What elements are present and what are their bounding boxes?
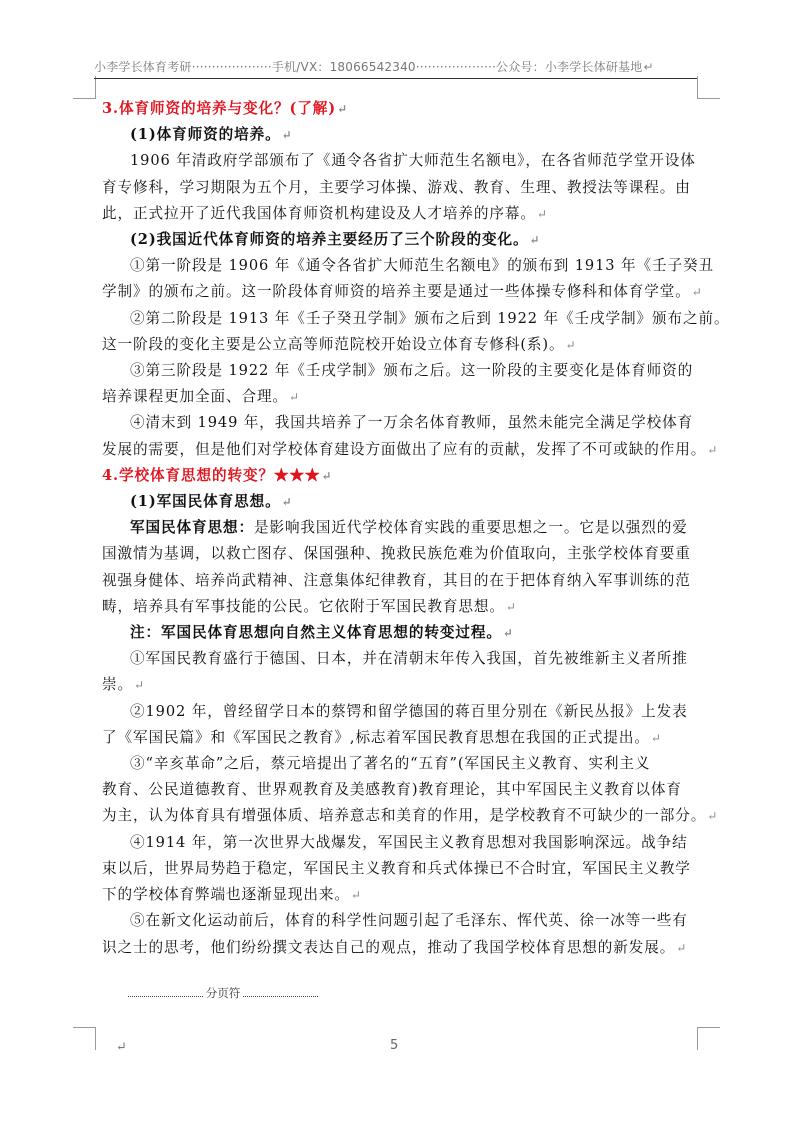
- crop-mark-bottom-right: [697, 1027, 720, 1050]
- text-line: ④清末到 1949 年，我国共培养了一万余名体育教师，虽然未能完全满足学校体育: [130, 414, 694, 432]
- text-line: 学制》的颁布之前。这一阶段体育师资的培养主要是通过一些体操专修科和体育学堂。↵: [102, 283, 703, 301]
- paragraph-mark-icon: ↵: [529, 233, 541, 248]
- text-line: 此，正式拉开了近代我国体育师资机构建设及人才培养的序幕。↵: [102, 204, 548, 222]
- text-line: 育专修科，学习期限为五个月，主要学习体操、游戏、教育、生理、教授法等课程。由: [102, 178, 691, 196]
- text-line: ①军国民教育盛行于德国、日本，并在清朝末年传入我国，首先被维新主义者所推: [130, 650, 688, 668]
- paragraph-mark-icon: ↵: [650, 730, 662, 745]
- paragraph-mark-icon: ↵: [565, 337, 577, 352]
- text-line: 1906 年清政府学部颁布了《通令各省扩大师范生名额电》，在各省师范学堂开设体: [130, 152, 696, 170]
- text-line: 为主，认为体育具有增强体质、培养意志和美育的作用，是学校教育不可缺少的一部分。↵: [102, 807, 719, 825]
- crop-mark-bottom-left: [73, 1027, 96, 1050]
- subheading: (2)我国近代体育师资的培养主要经历了三个阶段的变化。↵: [130, 231, 541, 249]
- paragraph-mark-icon: ↵: [643, 60, 654, 74]
- section-heading-4: 4.学校体育思想的转变？★★★↵: [102, 466, 333, 484]
- paragraph-mark-icon: ↵: [707, 809, 719, 824]
- paragraph-mark-icon: ↵: [505, 599, 517, 614]
- crop-mark-top-left: [73, 76, 96, 99]
- text-line: 视强身健体、培养尚武精神、注意集体纪律教育，其目的在于把体育纳入军事训练的范: [102, 571, 691, 589]
- text-line: ②1902 年，曾经留学日本的蔡锷和留学德国的蒋百里分别在《新民丛报》上发表: [130, 702, 688, 720]
- text-line: 束以后，世界局势趋于稳定，军国民主义教育和兵式体操已不合时宜，军国民主义教学: [102, 859, 691, 877]
- paragraph-mark-icon: ↵: [502, 626, 514, 641]
- paragraph-mark-icon: ↵: [691, 285, 703, 300]
- paragraph-mark-icon: ↵: [337, 102, 349, 116]
- text-line: ③“辛亥革命”之后，蔡元培提出了著名的“五育”(军国民主义教育、实利主义: [130, 755, 651, 773]
- paragraph-mark-icon: ↵: [281, 495, 293, 510]
- paragraph-mark-icon: ↵: [350, 888, 362, 903]
- definition-term: 军国民体育思想：: [130, 519, 254, 537]
- page-break-dots-left: [128, 996, 203, 997]
- text-line: 这一阶段的变化主要是公立高等师范院校开始设立体育专修科(系)。↵: [102, 335, 577, 353]
- text-line: ④1914 年，第一次世界大战爆发，军国民主义教育思想对我国影响深远。战争结: [130, 833, 688, 851]
- paragraph-mark-icon: ↵: [281, 128, 293, 143]
- paragraph-mark-icon: ↵: [116, 1040, 127, 1055]
- text-line: ③第三阶段是 1922 年《壬戌学制》颁布之后。这一阶段的主要变化是体育师资的: [130, 362, 694, 380]
- text-line: 教育、公民道德教育、世界观教育及美感教育)教育理论，其中军国民主义教育以体育: [102, 781, 682, 799]
- text-line: 畴，培养具有军事技能的公民。它依附于军国民教育思想。↵: [102, 597, 517, 615]
- text-line: 识之士的思考，他们纷纷撰文表达自己的观点，推动了我国学校体育思想的新发展。↵: [102, 938, 688, 956]
- text-line: 发展的需要，但是他们对学校体育建设方面做出了应有的贡献，发挥了不可或缺的作用。↵: [102, 440, 719, 458]
- header-text: 小李学长体育考研····················手机/VX：18066542340····················公众号：小李学长体研基地: [94, 60, 643, 74]
- note-heading: 注：军国民体育思想向自然主义体育思想的转变过程。↵: [130, 624, 514, 642]
- paragraph-mark-icon: ↵: [536, 206, 548, 221]
- text-line: ①第一阶段是 1906 年《通令各省扩大师范生名额电》的颁布到 1913 年《壬子癸丑: [130, 257, 714, 275]
- text-line: ②第二阶段是 1913 年《壬子癸丑学制》颁布之后到 1922 年《壬戌学制》颁布之前。: [130, 309, 730, 327]
- text-line: ⑤在新文化运动前后，体育的科学性问题引起了毛泽东、恽代英、徐一冰等一些有: [130, 912, 688, 930]
- page-header: [94, 58, 697, 79]
- paragraph-mark-icon: ↵: [134, 678, 145, 693]
- paragraph-mark-icon: ↵: [321, 468, 333, 483]
- text-line: 下的学校体育弊端也逐渐显现出来。↵: [102, 886, 362, 904]
- document-body: [102, 96, 730, 961]
- subheading: (1)体育师资的培养。↵: [130, 126, 293, 144]
- crop-mark-top-right: [697, 76, 720, 99]
- paragraph-mark-icon: ↵: [707, 442, 719, 457]
- definition-line: 军国民体育思想：是影响我国近代学校体育实践的重要思想之一。它是以强烈的爱: [130, 519, 688, 537]
- text-line: 崇。↵: [102, 676, 145, 694]
- page-break-label: 分页符: [205, 986, 241, 1000]
- text-line: 国激情为基调，以救亡图存、保国强种、挽救民族危难为价值取向，主张学校体育要重: [102, 545, 691, 563]
- paragraph-mark-icon: ↵: [676, 940, 688, 955]
- page-break-marker: [128, 985, 318, 1001]
- subheading: (1)军国民体育思想。↵: [130, 493, 293, 511]
- text-line: 了《军国民篇》和《军国民之教育》,标志着军国民教育思想在我国的正式提出。↵: [102, 728, 662, 746]
- text-line: 培养课程更加全面、合理。↵: [102, 388, 300, 406]
- page-number: 5: [390, 1038, 399, 1053]
- section-heading-3: 3.体育师资的培养与变化？(了解)↵: [102, 100, 349, 117]
- page-break-dots-right: [243, 996, 318, 997]
- paragraph-mark-icon: ↵: [288, 390, 300, 405]
